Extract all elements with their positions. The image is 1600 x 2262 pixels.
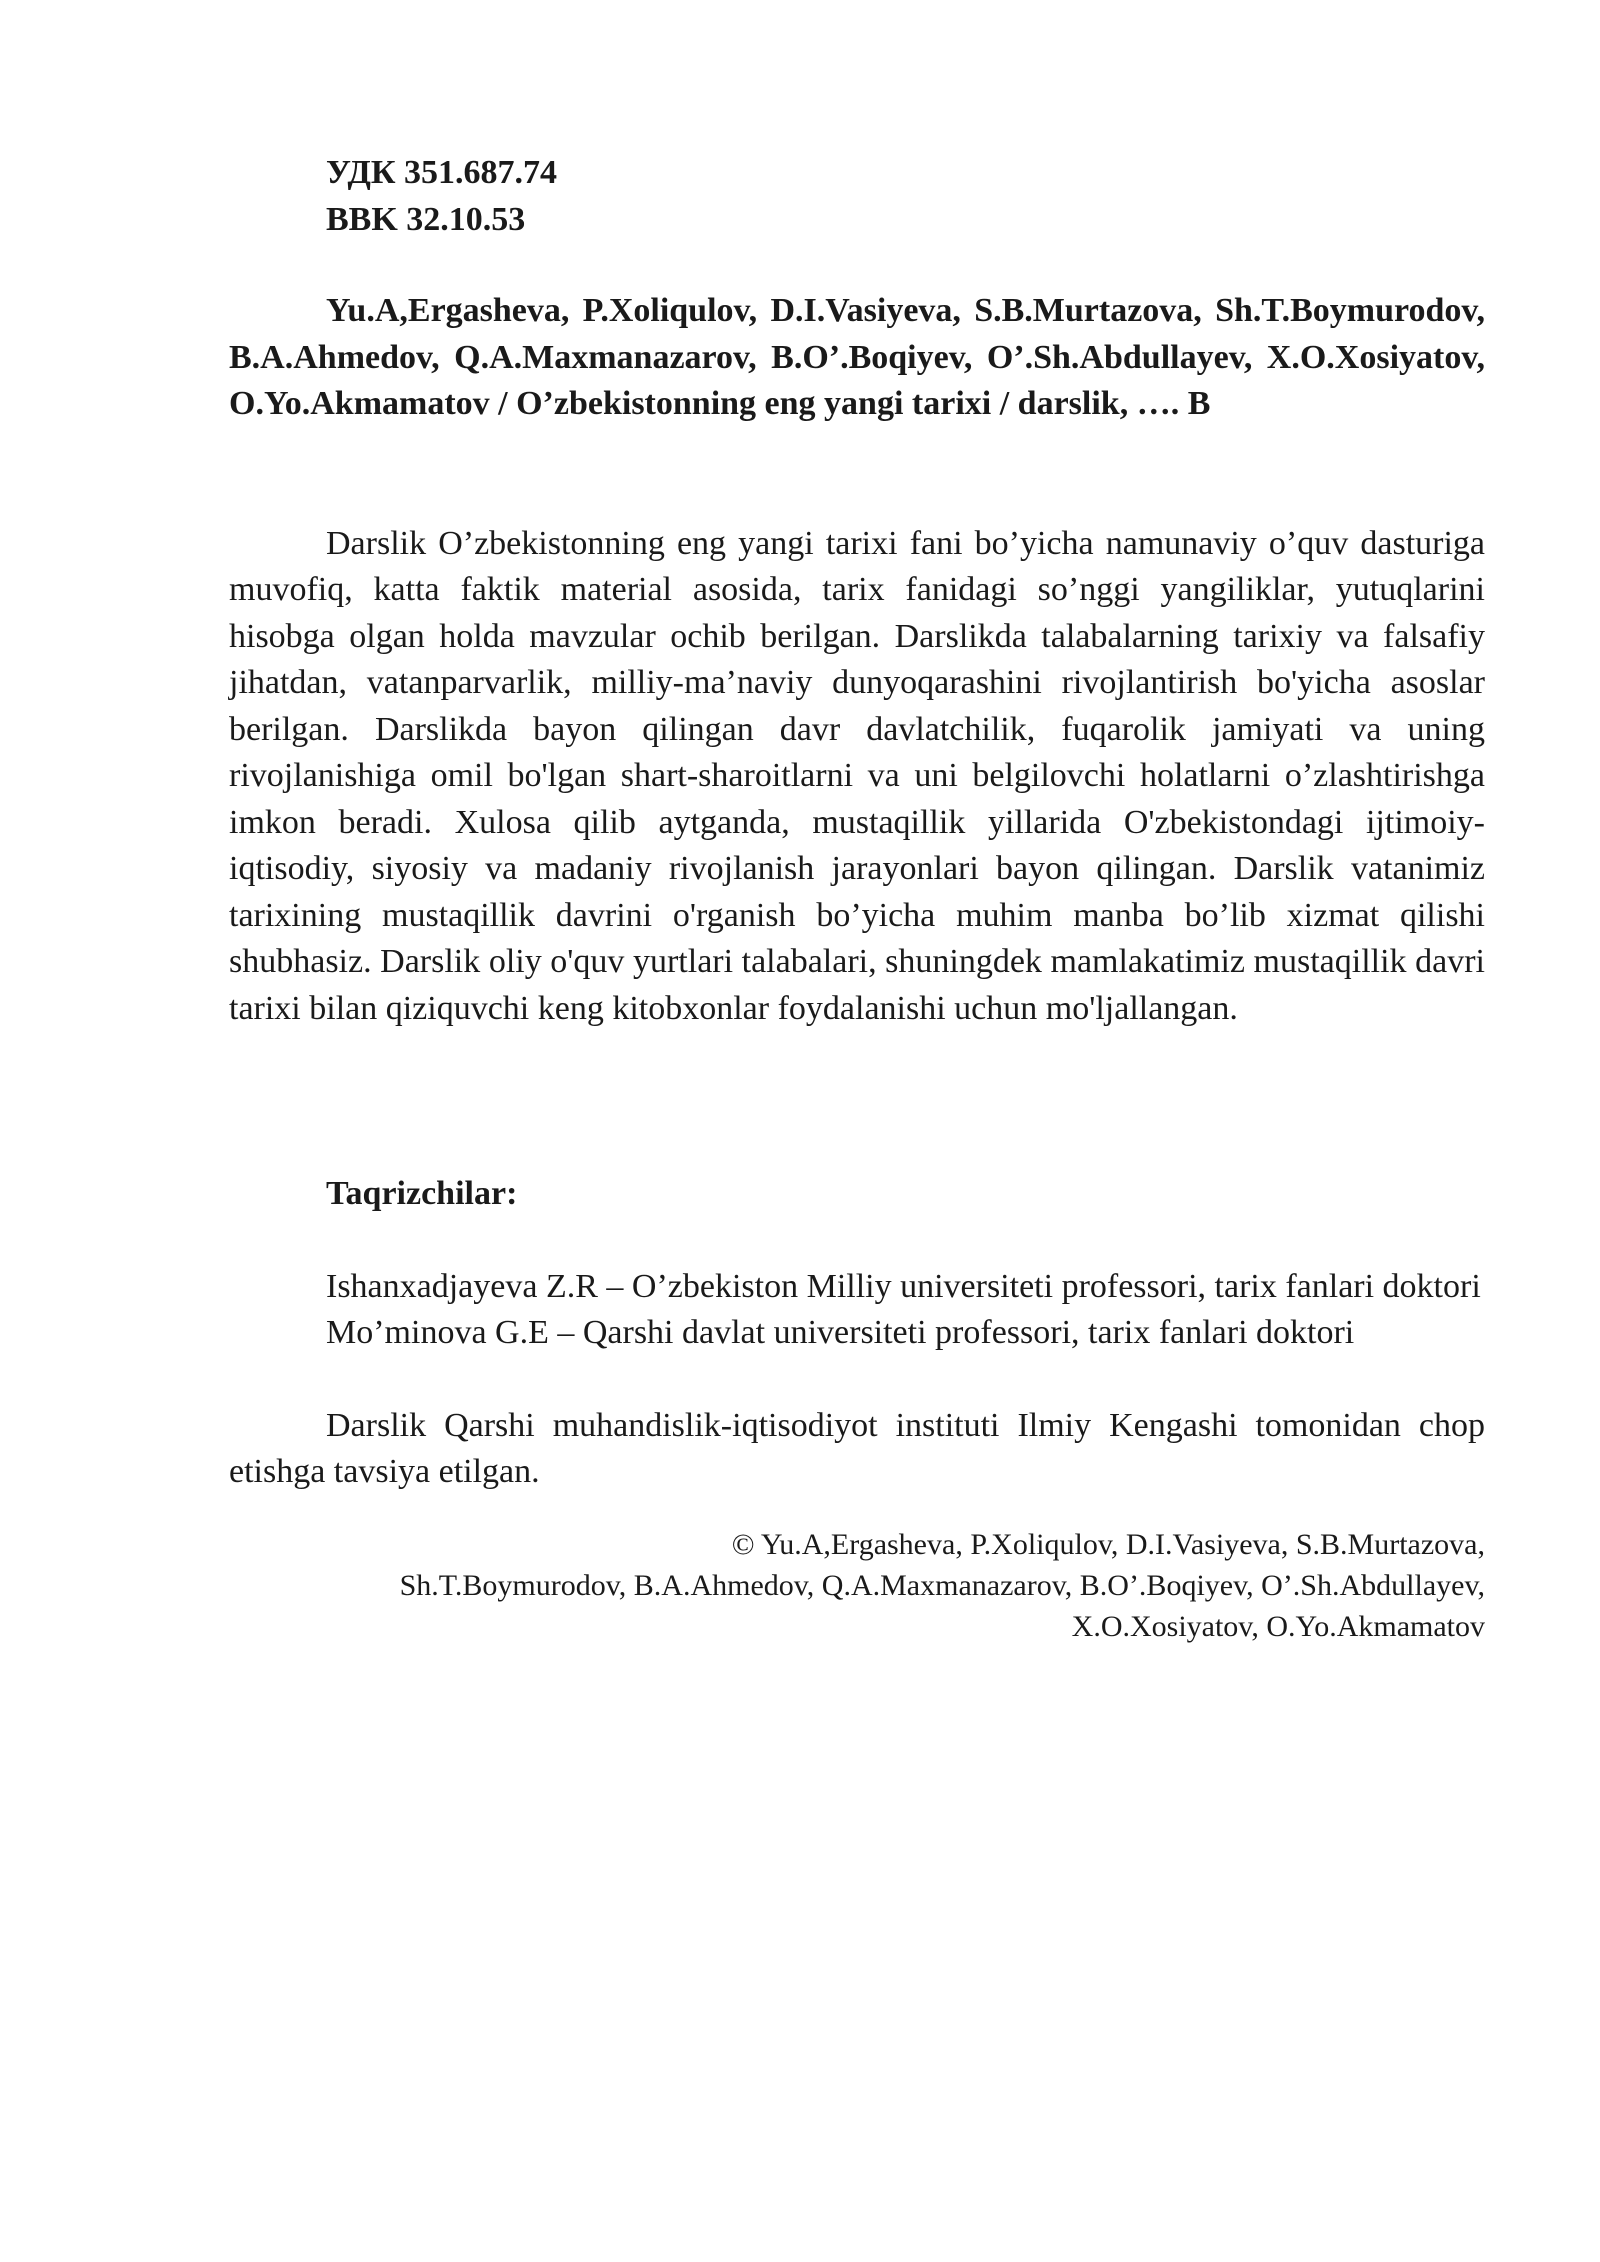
reviewer-entry: Ishanxadjayeva Z.R – O’zbekiston Milliy universiteti professori, tarix fanlari doktori — [326, 1267, 1481, 1305]
page-content — [229, 150, 1485, 1647]
udk-code: УДК 351.687.74 — [326, 154, 558, 191]
copyright-block — [229, 1524, 1485, 1647]
authors-citation: Yu.A,Ergasheva, P.Xoliqulov, D.I.Vasiyeva, S.B.Murtazova, Sh.T.Boymurodov, B.A.Ahmedov, Q.A.Maxmanazarov, B.O’.Boqiyev, O’.Sh.Abdullayev, X.O.Xosiyatov, O.Yo.Akmamatov / O’zbekistonning eng yangi tarixi / darslik, …. B — [229, 292, 1485, 422]
reviewers-heading: Taqrizchilar: — [326, 1175, 518, 1212]
classification-codes — [229, 150, 1485, 243]
copyright-line: © Yu.A,Ergasheva, P.Xoliqulov, D.I.Vasiyeva, S.B.Murtazova, — [731, 1527, 1485, 1561]
annotation-paragraph: Darslik O’zbekistonning eng yangi tarixi fani bo’yicha namunaviy o’quv dasturiga muvofiq, katta faktik material asosida, tarix fanidagi so’nggi yangiliklar, yutuqlarini hisobga olgan holda mavzular ochib berilgan. Darslikda talabalarning tarixiy va falsafiy jihatdan, vatanparvarlik, milliy-ma’naviy dunyoqarashini rivojlantirish bo'yicha asoslar berilgan. Darslikda bayon qilingan davr davlatchilik, fuqarolik jamiyati va uning rivojlanishiga omil bo'lgan shart-sharoitlarni va uni belgilovchi holatlarni o’zlashtirishga imkon beradi. Xulosa qilib aytganda, mustaqillik yillarida O'zbekistondagi ijtimoiy-iqtisodiy, siyosiy va madaniy rivojlanish jarayonlari bayon qilingan. Darslik vatanimiz tarixining mustaqillik davrini o'rganish bo’yicha muhim manba bo’lib xizmat qilishi shubhasiz. Darslik oliy o'quv yurtlari talabalari, shuningdek mamlakatimiz mustaqillik davri tarixi bilan qiziquvchi keng kitobxonlar foydalanishi uchun mo'ljallangan. — [229, 524, 1485, 1027]
bbk-code: BBK 32.10.53 — [326, 200, 526, 238]
recommendation-note: Darslik Qarshi muhandislik-iqtisodiyot instituti Ilmiy Kengashi tomonidan chop etishga tavsiya etilgan. — [229, 1406, 1485, 1490]
copyright-line: X.O.Xosiyatov, O.Yo.Akmamatov — [1071, 1609, 1485, 1643]
copyright-line: Sh.T.Boymurodov, B.A.Ahmedov, Q.A.Maxmanazarov, B.O’.Boqiyev, O’.Sh.Abdullayev, — [399, 1568, 1485, 1602]
reviewer-entry: Mo’minova G.E – Qarshi davlat universiteti professori, tarix fanlari doktori — [326, 1314, 1355, 1351]
